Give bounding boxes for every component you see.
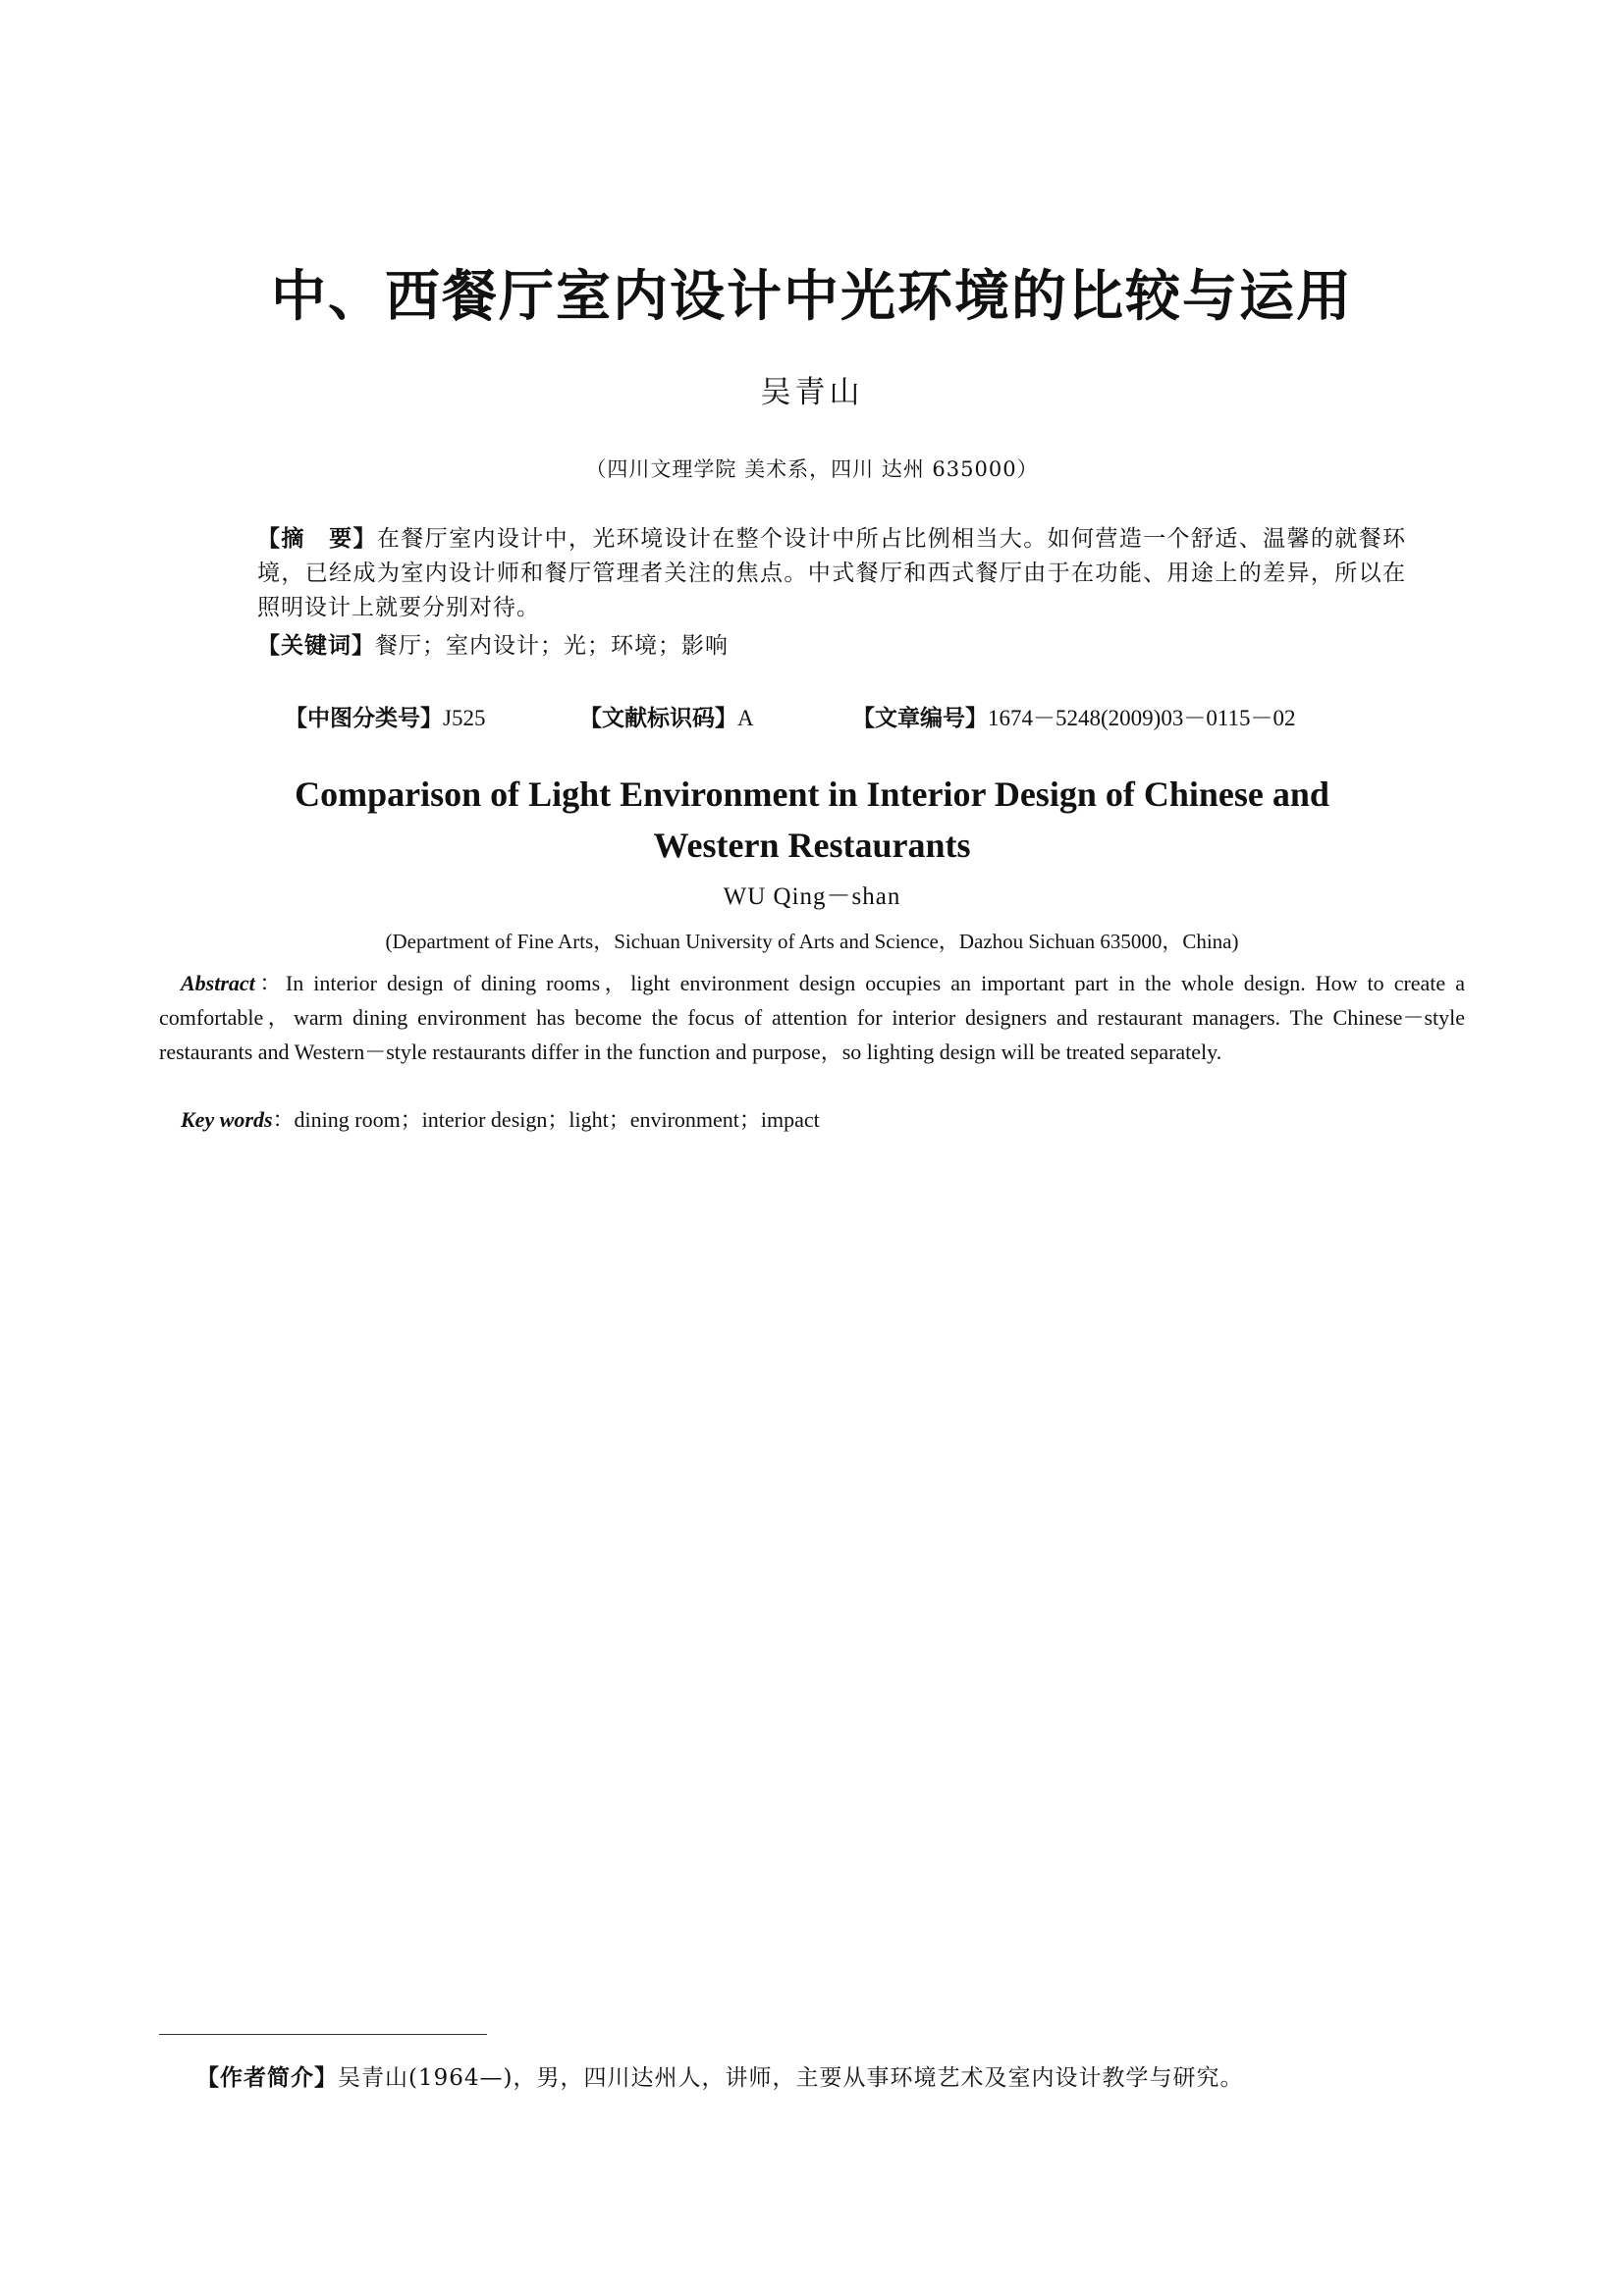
document-code <box>579 701 754 736</box>
english-title-line-1: Comparison of Light Environment in Interior Design of Chinese and <box>295 774 1329 814</box>
footnote-divider <box>159 2034 487 2035</box>
chinese-title: 中、西餐厅室内设计中光环境的比较与运用 <box>271 264 1353 329</box>
chinese-keywords <box>257 629 1406 664</box>
clc-label: 【中图分类号】 <box>285 706 443 731</box>
clc-value: J525 <box>443 706 486 730</box>
english-keywords <box>181 1102 1457 1137</box>
chinese-affiliation: （四川文理学院 美术系，四川 达州 635000） <box>585 457 1039 481</box>
english-keywords-label: Key words <box>181 1107 273 1132</box>
author-footnote <box>196 2061 1473 2096</box>
document-code-value: A <box>737 706 754 730</box>
english-abstract <box>159 966 1465 1069</box>
english-author: WU Qing－shan <box>723 883 901 910</box>
document-code-label: 【文献标识码】 <box>579 706 737 731</box>
article-number-value: 1674－5248(2009)03－0115－02 <box>988 706 1296 730</box>
english-abstract-text: In interior design of dining rooms，light environment design occupies an important part in the whole design. How to create a comfortable，warm dining environment has become the focus of attention for interior designers and restaurant managers. The Chinese－style restaurants and Western－style restaurants differ in the function and purpose，so lighting design will be treated separately. <box>159 971 1465 1064</box>
english-title-line-2: Western Restaurants <box>653 826 971 865</box>
chinese-abstract <box>257 522 1406 625</box>
clc-number <box>285 701 485 736</box>
author-footnote-text: 吴青山(1964—)，男，四川达州人，讲师，主要从事环境艺术及室内设计教学与研究。 <box>338 2065 1244 2091</box>
chinese-keywords-label: 【关键词】 <box>257 633 375 659</box>
english-keywords-separator: ： <box>272 1107 295 1132</box>
chinese-abstract-text: 在餐厅室内设计中，光环境设计在整个设计中所占比例相当大。如何营造一个舒适、温馨的就餐环境，已经成为室内设计师和餐厅管理者关注的焦点。中式餐厅和西式餐厅由于在功能、用途上的差异，所以在照明设计上就要分别对待。 <box>257 526 1407 620</box>
english-keywords-text: dining room；interior design；light；environment；impact <box>294 1107 820 1132</box>
article-number-label: 【文章编号】 <box>852 706 988 731</box>
english-title <box>196 769 1428 871</box>
author-footnote-label: 【作者简介】 <box>196 2065 338 2091</box>
chinese-abstract-label: 【摘 要】 <box>257 526 377 552</box>
english-affiliation: (Department of Fine Arts，Sichuan University of Arts and Science，Dazhou Sichuan 635000，China) <box>385 930 1239 953</box>
english-abstract-label: Abstract <box>181 971 255 995</box>
chinese-keywords-text: 餐厅；室内设计；光；环境；影响 <box>375 633 729 659</box>
english-abstract-separator: ： <box>254 971 286 995</box>
article-number <box>852 701 1295 736</box>
chinese-author: 吴青山 <box>760 375 864 410</box>
